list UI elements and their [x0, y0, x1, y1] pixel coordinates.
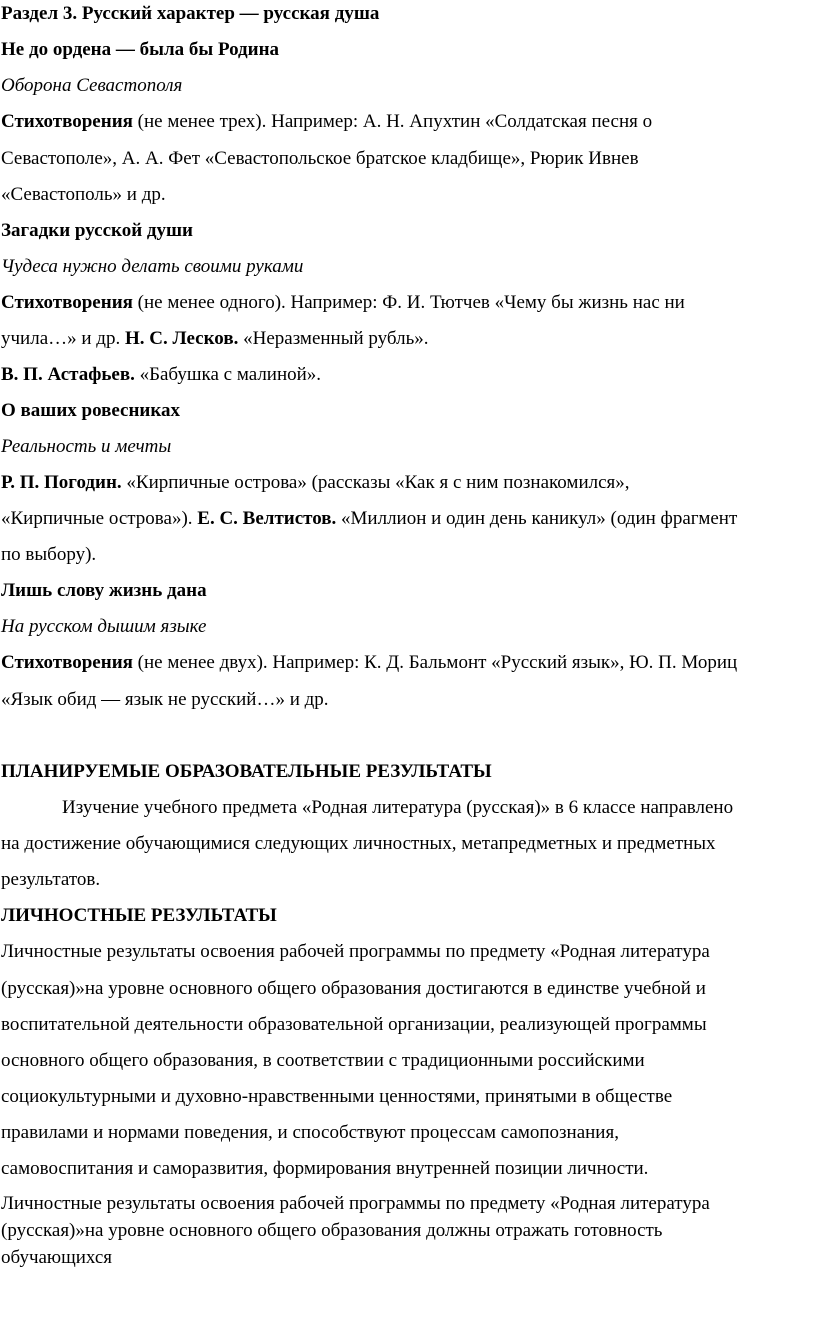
intro-line: на достижение обучающимися следующих личностных, метапредметных и предметных [1, 833, 716, 854]
subsection-title-3: О ваших ровесниках [1, 400, 181, 421]
subsection-topic-1: Оборона Севастополя [1, 75, 183, 96]
intro-line: результатов. [1, 869, 101, 890]
author-name: Н. С. Лесков. [124, 328, 239, 349]
section-heading: Раздел 3. Русский характер — русская душа [1, 3, 380, 24]
text-span: «Миллион и один день каникул» (один фрагмент [336, 508, 738, 529]
text-span: «Неразменный рубль». [238, 328, 429, 349]
subsection-topic-2: Чудеса нужно делать своими руками [1, 256, 304, 277]
bold-label: Стихотворения [1, 292, 133, 313]
text-line [1, 471, 630, 495]
personal-results-heading: ЛИЧНОСТНЫЕ РЕЗУЛЬТАТЫ [1, 905, 277, 926]
text-line: по выбору). [1, 544, 97, 565]
intro-line: Изучение учебного предмета «Родная литература (русская)» в 6 классе направлено [62, 797, 734, 818]
subsection-title-2: Загадки русской души [1, 220, 194, 241]
text-line [1, 363, 321, 387]
text-span: (не менее трех). Например: А. Н. Апухтин «Солдатская песня о [132, 111, 653, 132]
text-line [1, 507, 737, 531]
paragraph-line: самовоспитания и саморазвития, формирования внутренней позиции личности. [1, 1158, 649, 1179]
text-span: (не менее одного). Например: Ф. И. Тютчев «Чему бы жизнь нас ни [132, 292, 685, 313]
paragraph-line: воспитательной деятельности образовательной организации, реализующей программы [1, 1014, 707, 1035]
text-line [1, 651, 737, 675]
author-name: Р. П. Погодин. [1, 472, 122, 493]
text-span: (не менее двух). Например: К. Д. Бальмонт «Русский язык», Ю. П. Мориц [132, 652, 738, 673]
text-line: «Севастополь» и др. [1, 184, 166, 205]
paragraph-line: (русская)»на уровне основного общего образования должны отражать готовность [1, 1220, 663, 1241]
text-line: Севастополе», А. А. Фет «Севастопольское братское кладбище», Рюрик Ивнев [1, 148, 639, 169]
subsection-topic-4: На русском дышим языке [1, 616, 207, 637]
author-name: Е. С. Велтистов. [197, 508, 337, 529]
bold-label: Стихотворения [1, 111, 133, 132]
bold-label: Стихотворения [1, 652, 133, 673]
subsection-topic-3: Реальность и мечты [1, 436, 172, 457]
paragraph-line: основного общего образования, в соответствии с традиционными российскими [1, 1050, 645, 1071]
text-span: «Кирпичные острова»). [1, 508, 198, 529]
paragraph-line: (русская)»на уровне основного общего образования достигаются в единстве учебной и [1, 978, 706, 999]
text-line: «Язык обид — язык не русский…» и др. [1, 689, 329, 710]
paragraph-line: правилами и нормами поведения, и способствуют процессам самопознания, [1, 1122, 619, 1143]
paragraph-line: Личностные результаты освоения рабочей программы по предмету «Родная литература [1, 941, 710, 962]
text-span: «Кирпичные острова» (рассказы «Как я с ним познакомился», [121, 472, 630, 493]
paragraph-line: социокультурными и духовно-нравственными ценностями, принятыми в обществе [1, 1086, 673, 1107]
paragraph-line: обучающихся [1, 1247, 113, 1268]
subsection-title-4: Лишь слову жизнь дана [1, 580, 207, 601]
paragraph-line: Личностные результаты освоения рабочей программы по предмету «Родная литература [1, 1193, 710, 1214]
results-heading: ПЛАНИРУЕМЫЕ ОБРАЗОВАТЕЛЬНЫЕ РЕЗУЛЬТАТЫ [1, 761, 492, 782]
text-span: учила…» и др. [1, 328, 125, 349]
text-line [1, 327, 429, 351]
author-name: В. П. Астафьев. [1, 364, 135, 385]
text-span: «Бабушка с малиной». [134, 364, 322, 385]
text-line [1, 291, 685, 315]
text-line [1, 110, 652, 134]
subsection-title-1: Не до ордена — была бы Родина [1, 39, 280, 60]
